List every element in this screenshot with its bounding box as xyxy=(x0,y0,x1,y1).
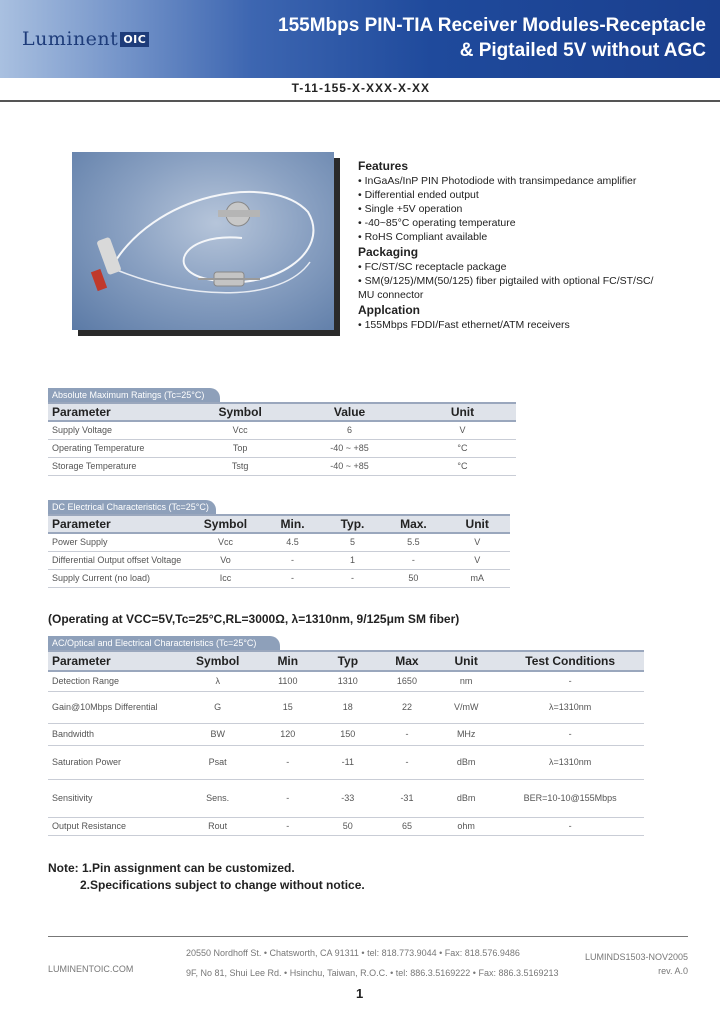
column-header: Min xyxy=(258,651,318,671)
table-cell: Bandwidth xyxy=(48,723,178,745)
column-header: Max xyxy=(378,651,436,671)
table-cell: Vcc xyxy=(190,421,290,439)
page-number: 1 xyxy=(356,986,364,1001)
features-item: • -40~85°C operating temperature xyxy=(358,217,516,229)
table-cell: nm xyxy=(436,671,496,691)
table-cell: 6 xyxy=(290,421,409,439)
features-item: • RoHS Compliant available xyxy=(358,231,488,243)
table-row xyxy=(48,533,510,551)
table-row xyxy=(48,439,516,457)
column-header: Unit xyxy=(436,651,496,671)
table-cell: Psat xyxy=(178,745,258,779)
table-cell: Vcc xyxy=(188,533,262,551)
table-cell: Sensitivity xyxy=(48,779,178,817)
table-row xyxy=(48,457,516,475)
table-cell: 5 xyxy=(323,533,383,551)
product-photo xyxy=(72,152,334,330)
table-cell: 120 xyxy=(258,723,318,745)
table-row xyxy=(48,691,644,723)
table-cell: λ xyxy=(178,671,258,691)
table-row xyxy=(48,551,510,569)
column-header: Unit xyxy=(409,403,516,421)
table-cell: G xyxy=(178,691,258,723)
features-item: • InGaAs/InP PIN Photodiode with transimpedance amplifier xyxy=(358,175,637,187)
table-cell: °C xyxy=(409,439,516,457)
table-row xyxy=(48,671,644,691)
packaging-item: • FC/ST/SC receptacle package xyxy=(358,261,507,273)
column-header: Symbol xyxy=(190,403,290,421)
table-cell: Storage Temperature xyxy=(48,457,190,475)
packaging-heading: Packaging xyxy=(358,245,419,259)
table-cell: Vo xyxy=(188,551,262,569)
table-cell: mA xyxy=(444,569,510,587)
column-header: Parameter xyxy=(48,515,188,533)
table-cell: V xyxy=(444,551,510,569)
footer-doc-id: LUMINDS1503-NOV2005 xyxy=(584,952,688,962)
table-cell: 5.5 xyxy=(382,533,444,551)
notes-section xyxy=(48,860,365,894)
table-cell: Supply Current (no load) xyxy=(48,569,188,587)
table-cell: - xyxy=(258,817,318,835)
features-heading: Features xyxy=(358,159,409,173)
ac-optical-table xyxy=(48,650,644,836)
column-header: Parameter xyxy=(48,403,190,421)
table-cell: - xyxy=(378,745,436,779)
table-cell: Saturation Power xyxy=(48,745,178,779)
ac-table-title: AC/Optical and Electrical Characteristics (Tc=25°C) xyxy=(48,636,280,650)
table-cell: Top xyxy=(190,439,290,457)
column-header: Max. xyxy=(382,515,444,533)
table-cell: MHz xyxy=(436,723,496,745)
table-header-row xyxy=(48,515,510,533)
table-cell: - xyxy=(263,551,323,569)
dc-table-title: DC Electrical Characteristics (Tc=25°C) xyxy=(48,500,216,514)
document-title-line1: 155Mbps PIN-TIA Receiver Modules-Receptacle xyxy=(278,15,706,36)
table-cell: - xyxy=(263,569,323,587)
features-item: • Differential ended output xyxy=(358,189,479,201)
table-cell: 150 xyxy=(318,723,378,745)
column-header: Symbol xyxy=(188,515,262,533)
table-row xyxy=(48,723,644,745)
packaging-item: • SM(9/125)/MM(50/125) fiber pigtailed with optional FC/ST/SC/ xyxy=(358,275,654,287)
application-item: • 155Mbps FDDI/Fast ethernet/ATM receivers xyxy=(358,319,570,331)
table-cell: 22 xyxy=(378,691,436,723)
table-cell: - xyxy=(496,671,644,691)
column-header: Parameter xyxy=(48,651,178,671)
column-header: Symbol xyxy=(178,651,258,671)
header-banner xyxy=(0,0,720,78)
features-section xyxy=(358,158,698,332)
table-cell: -31 xyxy=(378,779,436,817)
features-item: • Single +5V operation xyxy=(358,203,463,215)
table-cell: 18 xyxy=(318,691,378,723)
packaging-item: MU connector xyxy=(358,289,424,301)
column-header: Test Conditions xyxy=(496,651,644,671)
table-cell: Differential Output offset Voltage xyxy=(48,551,188,569)
dc-electrical-table xyxy=(48,514,510,588)
table-cell: Tstg xyxy=(190,457,290,475)
company-logo xyxy=(22,28,149,50)
table-cell: - xyxy=(496,723,644,745)
table-cell: - xyxy=(378,723,436,745)
table-cell: λ=1310nm xyxy=(496,691,644,723)
table-row xyxy=(48,745,644,779)
table-header-row xyxy=(48,403,516,421)
table-cell: 15 xyxy=(258,691,318,723)
abs-table-title: Absolute Maximum Ratings (Tc=25°C) xyxy=(48,388,220,402)
note-line: 2.Specifications subject to change without notice. xyxy=(80,878,365,892)
abs-max-ratings-table xyxy=(48,402,516,476)
table-row xyxy=(48,421,516,439)
table-cell: λ=1310nm xyxy=(496,745,644,779)
table-cell: BER=10-10@155Mbps xyxy=(496,779,644,817)
operating-conditions: (Operating at VCC=5V,Tc=25°C,RL=3000Ω, λ=1310nm, 9/125μm SM fiber) xyxy=(48,612,460,626)
part-number: T-11-155-X-XXX-X-XX xyxy=(291,81,430,95)
table-row xyxy=(48,779,644,817)
table-cell: Rout xyxy=(178,817,258,835)
table-cell: BW xyxy=(178,723,258,745)
table-cell: -40 ~ +85 xyxy=(290,439,409,457)
table-cell: 1310 xyxy=(318,671,378,691)
table-cell: Supply Voltage xyxy=(48,421,190,439)
table-cell: 1 xyxy=(323,551,383,569)
table-cell: - xyxy=(382,551,444,569)
table-row xyxy=(48,569,510,587)
column-header: Typ. xyxy=(323,515,383,533)
table-cell: Power Supply xyxy=(48,533,188,551)
footer-divider xyxy=(48,936,688,937)
table-row xyxy=(48,817,644,835)
table-cell: Detection Range xyxy=(48,671,178,691)
table-cell: Icc xyxy=(188,569,262,587)
table-cell: - xyxy=(323,569,383,587)
table-cell: ohm xyxy=(436,817,496,835)
column-header: Typ xyxy=(318,651,378,671)
table-cell: -40 ~ +85 xyxy=(290,457,409,475)
table-cell: dBm xyxy=(436,745,496,779)
note-line: Note: 1.Pin assignment can be customized. xyxy=(48,861,295,875)
table-cell: 65 xyxy=(378,817,436,835)
column-header: Min. xyxy=(263,515,323,533)
table-header-row xyxy=(48,651,644,671)
table-cell: 50 xyxy=(382,569,444,587)
table-cell: Operating Temperature xyxy=(48,439,190,457)
table-cell: - xyxy=(258,745,318,779)
table-cell: V xyxy=(409,421,516,439)
table-cell: Gain@10Mbps Differential xyxy=(48,691,178,723)
table-cell: V xyxy=(444,533,510,551)
footer-address-tw: 9F, No 81, Shui Lee Rd. • Hsinchu, Taiwan, R.O.C. • tel: 886.3.5169222 • Fax: 886.3.5169213 xyxy=(186,968,559,978)
table-cell: - xyxy=(496,817,644,835)
table-cell: V/mW xyxy=(436,691,496,723)
table-cell: 4.5 xyxy=(263,533,323,551)
column-header: Value xyxy=(290,403,409,421)
column-header: Unit xyxy=(444,515,510,533)
table-cell: dBm xyxy=(436,779,496,817)
table-cell: °C xyxy=(409,457,516,475)
table-cell: 1100 xyxy=(258,671,318,691)
table-cell: 50 xyxy=(318,817,378,835)
footer-address-us: 20550 Nordhoff St. • Chatsworth, CA 91311 • tel: 818.773.9044 • Fax: 818.576.9486 xyxy=(186,948,520,958)
logo-badge: OIC xyxy=(120,32,149,47)
table-cell: -33 xyxy=(318,779,378,817)
table-cell: 1650 xyxy=(378,671,436,691)
table-cell: Sens. xyxy=(178,779,258,817)
table-cell: - xyxy=(258,779,318,817)
document-title-line2: & Pigtailed 5V without AGC xyxy=(459,40,706,61)
logo-text: Luminent xyxy=(22,28,119,50)
footer-revision: rev. A.0 xyxy=(658,966,688,976)
table-cell: Output Resistance xyxy=(48,817,178,835)
application-heading: Applcation xyxy=(358,303,420,317)
part-number-bar xyxy=(0,78,720,102)
footer-website[interactable]: LUMINENTOIC.COM xyxy=(48,964,134,974)
product-photo-illustration xyxy=(72,152,334,330)
table-cell: -11 xyxy=(318,745,378,779)
